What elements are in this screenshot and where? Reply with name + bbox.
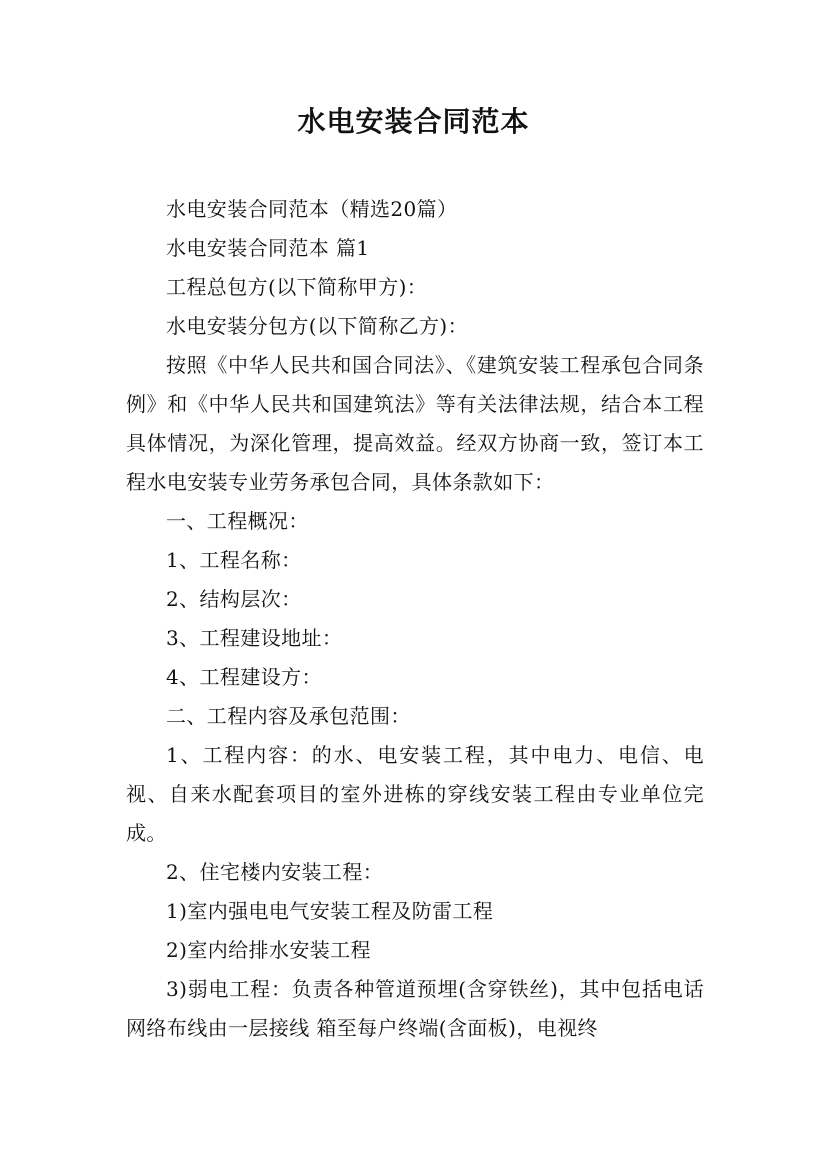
paragraph-subitem-strong-power: 1)室内强电电气安装工程及防雷工程 (166, 899, 494, 923)
paragraph-item-project-name: 1、工程名称： (166, 548, 302, 572)
document-body (126, 190, 704, 1048)
paragraph-preamble: 按照《中华人民共和国合同法》、《建筑安装工程承包合同条例》和《中华人民共和国建筑法》等有关法律法规，结合本工程具体情况，为深化管理，提高效益。经双方协商一致，签订本工程水电安装专业劳务承包合同，具体条款如下： (126, 353, 704, 494)
paragraph-party-a: 工程总包方(以下简称甲方)： (166, 275, 428, 299)
paragraph-item-structure: 2、结构层次： (166, 587, 302, 611)
paragraph-section-1: 一、工程概况： (166, 509, 309, 533)
paragraph-subtitle: 水电安装合同范本（精选20篇） (166, 197, 458, 221)
paragraph-section-2: 二、工程内容及承包范围： (166, 704, 411, 728)
paragraph-section-heading: 水电安装合同范本 篇1 (166, 236, 370, 260)
paragraph-item-content: 1、工程内容：的水、电安装工程，其中电力、电信、电视、自来水配套项目的室外进栋的穿线安装工程由专业单位完成。 (126, 743, 704, 845)
document-title: 水电安装合同范本 (297, 105, 530, 138)
paragraph-subitem-weak-power: 3)弱电工程：负责各种管道预埋(含穿铁丝)，其中包括电话网络布线由一层接线 箱至每户终端(含面板)，电视终 (126, 977, 704, 1040)
paragraph-item-residential: 2、住宅楼内安装工程： (166, 860, 384, 884)
paragraph-party-b: 水电安装分包方(以下简称乙方)： (166, 314, 469, 338)
paragraph-item-address: 3、工程建设地址： (166, 626, 343, 650)
paragraph-item-builder: 4、工程建设方： (166, 665, 322, 689)
paragraph-subitem-water: 2)室内给排水安装工程 (166, 938, 371, 962)
